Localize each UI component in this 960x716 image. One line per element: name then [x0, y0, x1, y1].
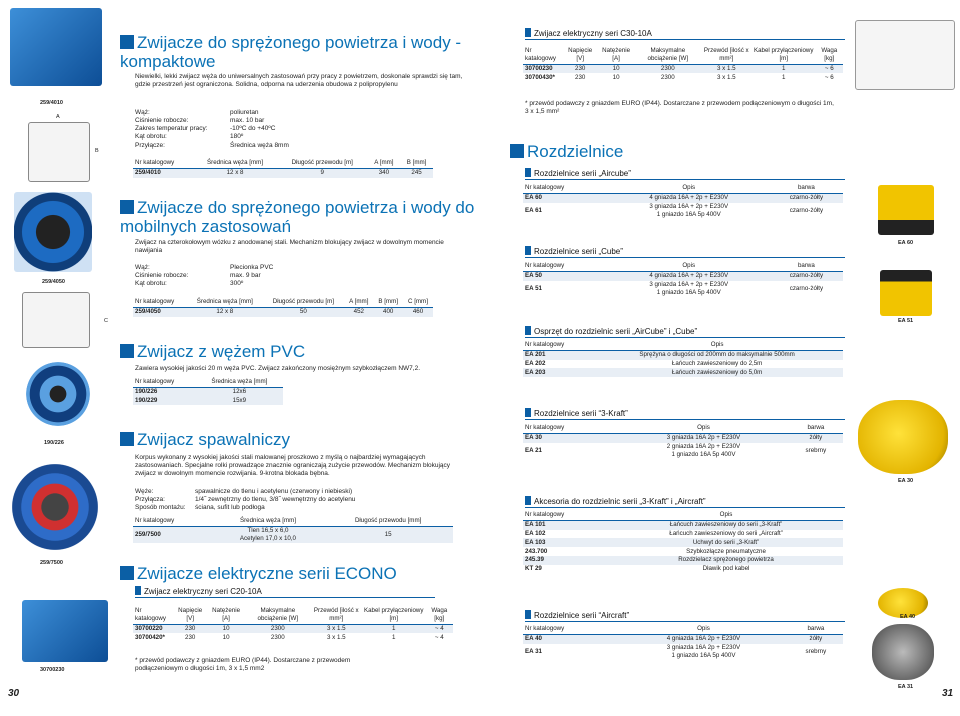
- table-cell: 4 gniazda 16A + 2p + E230V: [608, 193, 770, 202]
- col-header: barwa: [797, 262, 815, 269]
- aircube-table: [523, 183, 843, 219]
- table-cell: ~ 6: [816, 64, 843, 73]
- col-header: Kabel przyłączeniowy [m]: [753, 47, 814, 62]
- table-cell: EA 101: [523, 520, 609, 529]
- table-cell: EA 102: [523, 530, 609, 539]
- section-title-mobile: [120, 199, 480, 236]
- table-cell: 3 gniazda 16A 2p + E230V: [618, 433, 789, 442]
- title-marker: [120, 432, 134, 446]
- title-marker: [120, 200, 134, 214]
- section-title-welding: [120, 431, 460, 450]
- table-cell: 15: [323, 526, 453, 543]
- rozdzielnice-title: [510, 143, 623, 162]
- table-cell: Uchwyt do serii „3-Kraft”: [609, 538, 843, 547]
- spec-key: Węże:: [135, 488, 154, 495]
- title-marker: [120, 35, 134, 49]
- econo-table: [133, 606, 453, 642]
- aircube-title: [525, 168, 845, 180]
- spec-key: Ciśnienie robocze:: [135, 272, 189, 280]
- col-header: Nr katalogowy: [525, 511, 565, 518]
- col-header: Nr katalogowy: [525, 424, 565, 431]
- subtitle-marker: [525, 168, 531, 177]
- mobile-specs: [135, 264, 273, 288]
- table-cell: Łańcuch zawieszeniowy do serii „3-Kraft”: [609, 520, 843, 529]
- col-header: Napięcie [V]: [568, 47, 593, 62]
- ea51-image: [880, 270, 932, 316]
- col-header: barwa: [807, 424, 825, 431]
- table-cell: 2300: [635, 64, 701, 73]
- dim-a-label: A: [56, 114, 60, 120]
- spec-value: 300º: [230, 280, 244, 288]
- subtitle-text: Rozdzielnice serii “3-Kraft”: [534, 409, 628, 418]
- col-header: barwa: [797, 184, 815, 191]
- caption-190-226: 190/226: [44, 440, 64, 446]
- table-cell: EA 103: [523, 538, 609, 547]
- table-cell: EA 201: [523, 350, 591, 359]
- table-cell: 3 gniazda 16A 2p + E230V 1 gniazdo 16A 5p 400V: [618, 644, 789, 661]
- col-header: Maksymalne obciążenie [W]: [257, 607, 299, 622]
- subtitle-text: Rozdzielnice serii „Aircube”: [534, 169, 631, 178]
- table-cell: srebrny: [789, 443, 843, 460]
- spec-key: Przyłącza:: [135, 496, 165, 504]
- spec-key: Kąt obrotu:: [135, 280, 167, 288]
- spec-value: 1/4˝ zewnętrzny do tlenu, 3/8˝ wewnętrzny do acetylenu: [195, 496, 356, 504]
- col-header: Natężenie [A]: [212, 607, 241, 622]
- table-cell: 12x6: [196, 387, 283, 396]
- col-header: Opis: [710, 341, 724, 348]
- title-text: Rozdzielnice: [527, 142, 624, 161]
- subtitle-marker: [525, 496, 531, 505]
- table-cell: 230: [563, 73, 597, 82]
- table-cell: 460: [403, 307, 433, 316]
- table-cell: Sprężyna o długości od 200mm do maksymalnie 500mm: [591, 350, 843, 359]
- col-header: Przewód [ilość x mm²]: [703, 47, 749, 62]
- col-header: Przewód [ilość x mm²]: [313, 607, 359, 622]
- table-cell: 230: [563, 64, 597, 73]
- spec-key: Przyłącze:: [135, 141, 165, 149]
- cube-table: [523, 261, 843, 297]
- spec-value: poliuretan: [230, 109, 259, 116]
- welding-specs: [135, 488, 355, 512]
- caption-259-4050: 259/4050: [42, 279, 65, 285]
- table-cell: żółty: [789, 433, 843, 442]
- col-header: Waga [kg]: [821, 47, 838, 62]
- table-cell: 3 gniazda 16A + 2p + E230V 1 gniazdo 16A 5p 400V: [608, 281, 770, 298]
- table-cell: 1: [752, 64, 816, 73]
- table-cell: 30700230: [523, 64, 563, 73]
- col-header: A [mm]: [374, 159, 394, 166]
- reel-drawing-image: [28, 122, 90, 182]
- dim-c-label: C: [104, 318, 108, 324]
- table-cell: 10: [597, 64, 635, 73]
- title-marker: [120, 344, 134, 358]
- kraft-table: [523, 423, 843, 459]
- welding-description: Korpus wykonany z wysokiej jakości stali malowanej proszkowo z myślą o najbardziej wymagających zastosowaniach. Specjalne rolki prowadzące znacznie ograniczają zużycie przewodów. Mechanizm blokujący zwijacz w dowolnym momencie rozwijania. 9-krotna blokada bębna.: [135, 454, 451, 478]
- table-cell: 3 x 1.5: [311, 633, 362, 642]
- reel-compact-image: [10, 8, 102, 86]
- table-cell: 245.39: [523, 556, 609, 565]
- subtitle-marker: [525, 408, 531, 417]
- table-cell: 3 x 1.5: [701, 64, 752, 73]
- pvc-reel-image: [26, 362, 90, 426]
- table-cell: EA 30: [523, 433, 618, 442]
- table-cell: 4 gniazda 16A + 2p + E230V: [608, 271, 770, 280]
- mobile-table: [133, 297, 433, 317]
- col-header: Średnica węża [mm]: [207, 159, 264, 166]
- caption-ea30: EA 30: [898, 478, 914, 484]
- spec-value: max. 10 bar: [230, 117, 265, 125]
- title-text: Zwijacze elektryczne serii ECONO: [137, 564, 397, 583]
- table-cell: żółty: [789, 634, 843, 643]
- table-cell: ~ 4: [426, 633, 453, 642]
- subtitle-text: Zwijacz elektryczny seri C20-10A: [144, 587, 262, 596]
- caption-30700230: 30700230: [40, 667, 65, 673]
- table-cell: czarno-żółty: [770, 193, 843, 202]
- table-cell: EA 40: [523, 634, 618, 643]
- table-cell: EA 60: [523, 193, 608, 202]
- col-header: A [mm]: [349, 298, 369, 305]
- econo-subtitle: [135, 586, 435, 598]
- table-cell: 50: [262, 307, 344, 316]
- cube-title: [525, 246, 845, 258]
- spec-key: Sposób montażu:: [135, 504, 186, 512]
- compact-specs: [135, 109, 289, 150]
- spec-value: max. 9 bar: [230, 272, 261, 280]
- title-text: Zwijacz spawalniczy: [137, 430, 291, 449]
- subtitle-text: Rozdzielnice serii “Aircraft”: [534, 611, 630, 620]
- section-title-compact: [120, 34, 480, 71]
- col-header: Opis: [697, 625, 710, 632]
- col-header: Nr katalogowy: [525, 47, 556, 62]
- spec-key: Zakres temperatur pracy:: [135, 125, 208, 133]
- table-cell: 1: [362, 624, 426, 633]
- col-header: Długość przewodu [m]: [291, 159, 353, 166]
- table-cell: ~ 4: [426, 624, 453, 633]
- table-cell: 1: [362, 633, 426, 642]
- table-cell: 4 gniazda 16A 2p + E230V: [618, 634, 789, 643]
- table-cell: 230: [173, 633, 207, 642]
- caption-259-7500: 259/7500: [40, 560, 63, 566]
- table-cell: 12 x 8: [187, 307, 262, 316]
- title-text: Zwijacz z wężem PVC: [137, 342, 306, 361]
- econo-reel-image: [22, 600, 108, 662]
- col-header: Opis: [697, 424, 710, 431]
- econo-note: * przewód podawczy z gniazdem EURO (IP44). Dostarczane z przewodem podłączeniowym o długości 1m, 3 x 1,5 mm2: [135, 657, 351, 673]
- table-cell: 259/4050: [133, 307, 187, 316]
- spec-value: -10ºC do +40ºC: [230, 125, 276, 133]
- mobile-reel-drawing-image: [22, 292, 90, 348]
- ea30-image: [858, 400, 948, 474]
- caption-ea60: EA 60: [898, 240, 914, 246]
- akcesoria-table: [523, 510, 843, 573]
- table-cell: 12 x 8: [193, 168, 277, 177]
- col-header: Nr katalogowy: [135, 298, 175, 305]
- table-cell: Tlen 16,5 x 6,0 Acetylen 17,0 x 10,0: [213, 526, 324, 543]
- table-cell: Rozdzielacz sprężonego powietrza: [609, 556, 843, 565]
- table-cell: 30700420*: [133, 633, 173, 642]
- table-cell: EA 50: [523, 271, 608, 280]
- subtitle-marker: [525, 28, 531, 37]
- table-cell: EA 202: [523, 360, 591, 369]
- table-cell: 3 x 1.5: [311, 624, 362, 633]
- col-header: B [mm]: [406, 159, 427, 166]
- spec-value: ściana, sufit lub podłoga: [195, 504, 265, 512]
- col-header: Nr katalogowy: [525, 184, 565, 191]
- page-number-left: 30: [8, 688, 20, 699]
- table-cell: czarno-żółty: [770, 203, 843, 220]
- page-number-right: 31: [942, 688, 954, 699]
- spec-value: 180º: [230, 133, 244, 141]
- c30-drawing-image: [855, 20, 955, 90]
- welding-table: [133, 516, 453, 543]
- spec-key: Wąż:: [135, 264, 150, 271]
- col-header: Nr katalogowy: [135, 517, 175, 524]
- col-header: Opis: [682, 262, 696, 269]
- title-text: Zwijacze do sprężonego powietrza i wody do mobilnych zastosowań: [120, 198, 475, 236]
- ea60-image: [878, 185, 934, 235]
- col-header: Maksymalne obciążenie [W]: [647, 47, 689, 62]
- subtitle-marker: [525, 246, 531, 255]
- col-header: Nr katalogowy: [135, 607, 166, 622]
- kraft-title: [525, 408, 845, 420]
- section-title-econo: [120, 565, 460, 584]
- table-cell: Łańcuch zawieszeniowy do serii „Aircraft”: [609, 530, 843, 539]
- col-header: Opis: [719, 511, 733, 518]
- table-cell: 230: [173, 624, 207, 633]
- table-cell: 2300: [245, 624, 311, 633]
- table-cell: EA 61: [523, 203, 608, 220]
- table-cell: 1: [752, 73, 816, 82]
- table-cell: Szybkozłącze pneumatyczne: [609, 547, 843, 556]
- caption-259-4010: 259/4010: [40, 100, 63, 106]
- aircraft-table: [523, 624, 843, 660]
- col-header: barwa: [807, 625, 825, 632]
- akcesoria-title: [525, 496, 845, 508]
- col-header: Nr katalogowy: [525, 262, 565, 269]
- col-header: Opis: [682, 184, 696, 191]
- table-cell: 259/7500: [133, 526, 213, 543]
- pvc-table: [133, 377, 283, 405]
- col-header: Średnica węża [mm]: [211, 378, 268, 385]
- subtitle-text: Osprzęt do rozdzielnic serii „AirCube” i „Cube”: [534, 327, 698, 336]
- table-cell: 10: [597, 73, 635, 82]
- dim-b-label: B: [95, 148, 99, 154]
- pvc-description: Zawiera wysokiej jakości 20 m węża PVC. Zwijacz zakończony mosiężnym szybkozłączem NW7,2.: [135, 365, 421, 372]
- spec-value: Średnica węża 8mm: [230, 141, 289, 149]
- col-header: Długość przewodu [m]: [272, 298, 334, 305]
- table-cell: KT 29: [523, 565, 609, 574]
- table-cell: 3 x 1.5: [701, 73, 752, 82]
- caption-ea31: EA 31: [898, 684, 914, 690]
- table-cell: 9: [277, 168, 368, 177]
- spec-key: Wąż:: [135, 109, 150, 116]
- subtitle-marker: [525, 326, 531, 335]
- col-header: Nr katalogowy: [135, 159, 175, 166]
- c30-table: [523, 46, 843, 82]
- table-cell: Łańcuch zawieszeniowy do 5,0m: [591, 368, 843, 377]
- spec-key: Ciśnienie robocze:: [135, 117, 189, 125]
- table-cell: 259/4010: [133, 168, 193, 177]
- table-cell: czarno-żółty: [770, 281, 843, 298]
- c30-note: * przewód podawczy z gniazdem EURO (IP44). Dostarczane z przewodem podłączeniowym o długości 1m, 3 x 1,5 mm²: [525, 100, 834, 116]
- spec-value: Plecionka PVC: [230, 264, 274, 271]
- table-cell: Dławik pod kabel: [609, 565, 843, 574]
- col-header: Natężenie [A]: [602, 47, 631, 62]
- table-cell: srebrny: [789, 644, 843, 661]
- col-header: Długość przewodu [mm]: [354, 517, 422, 524]
- title-marker: [120, 566, 134, 580]
- table-cell: 243.700: [523, 547, 609, 556]
- spec-key: Kąt obrotu:: [135, 133, 167, 141]
- mobile-description: Zwijacz na czterokołowym wózku z anodowanej stali. Mechanizm blokujący zwijacz w dowolnym momencie nawijania: [135, 239, 444, 255]
- table-cell: 190/226: [133, 387, 196, 396]
- col-header: Średnica węża [mm]: [239, 517, 296, 524]
- aircraft-title: [525, 610, 845, 622]
- table-cell: 2 gniazda 16A 2p + E230V 1 gniazdo 16A 5p 400V: [618, 443, 789, 460]
- table-cell: 245: [400, 168, 433, 177]
- subtitle-text: Rozdzielnice serii „Cube”: [534, 247, 623, 256]
- table-cell: EA 51: [523, 281, 608, 298]
- compact-description: Niewielki, lekki zwijacz węża do uniwersalnych zastosowań przy pracy z powietrzem, doskonale sprawdzi się tam, gdzie przestrzeń jest ograniczona. Solidna, odporna na uderzenia obudowa z polipropylenu: [135, 73, 463, 89]
- title-text: Zwijacze do sprężonego powietrza i wody - kompaktowe: [120, 33, 462, 71]
- col-header: Waga [kg]: [431, 607, 448, 622]
- section-title-pvc: [120, 343, 460, 362]
- table-cell: ~ 6: [816, 73, 843, 82]
- ea31-image: [872, 624, 934, 680]
- table-cell: 190/229: [133, 397, 196, 406]
- table-cell: 3 gniazda 16A + 2p + E230V 1 gniazdo 16A 5p 400V: [608, 203, 770, 220]
- table-cell: 2300: [635, 73, 701, 82]
- welding-reel-image: [12, 464, 98, 550]
- table-cell: 2300: [245, 633, 311, 642]
- col-header: Średnica węża [mm]: [196, 298, 253, 305]
- table-cell: 340: [368, 168, 400, 177]
- mobile-reel-image: [14, 192, 92, 272]
- col-header: Nr katalogowy: [525, 341, 565, 348]
- osprzet-title: [525, 326, 845, 338]
- table-cell: EA 31: [523, 644, 618, 661]
- table-cell: Łańcuch zawieszeniowy do 2,5m: [591, 360, 843, 369]
- table-cell: EA 203: [523, 368, 591, 377]
- subtitle-marker: [135, 586, 141, 595]
- col-header: B [mm]: [378, 298, 398, 305]
- table-cell: 10: [207, 633, 245, 642]
- title-marker: [510, 144, 524, 158]
- caption-ea40: EA 40: [900, 614, 916, 620]
- table-cell: 15x9: [196, 397, 283, 406]
- table-cell: 10: [207, 624, 245, 633]
- table-cell: 30700430*: [523, 73, 563, 82]
- col-header: Nr katalogowy: [135, 378, 175, 385]
- table-cell: czarno-żółty: [770, 271, 843, 280]
- table-cell: 30700220: [133, 624, 173, 633]
- col-header: Napięcie [V]: [178, 607, 203, 622]
- table-cell: 452: [344, 307, 373, 316]
- subtitle-marker: [525, 610, 531, 619]
- subtitle-text: Akcesoria do rozdzielnic serii „3-Kraft” i „Aircraft”: [534, 497, 706, 506]
- subtitle-text: Zwijacz elektryczny seri C30-10A: [534, 29, 652, 38]
- caption-ea51: EA 51: [898, 318, 914, 324]
- c30-subtitle: [525, 28, 845, 40]
- col-header: Kabel przyłączeniowy [m]: [363, 607, 424, 622]
- col-header: Nr katalogowy: [525, 625, 565, 632]
- compact-table: [133, 158, 433, 178]
- table-cell: EA 21: [523, 443, 618, 460]
- spec-value: spawalnicze do tlenu i acetylenu (czerwony i niebieski): [195, 488, 353, 495]
- table-cell: 400: [373, 307, 403, 316]
- col-header: C [mm]: [408, 298, 428, 305]
- osprzet-table: [523, 340, 843, 377]
